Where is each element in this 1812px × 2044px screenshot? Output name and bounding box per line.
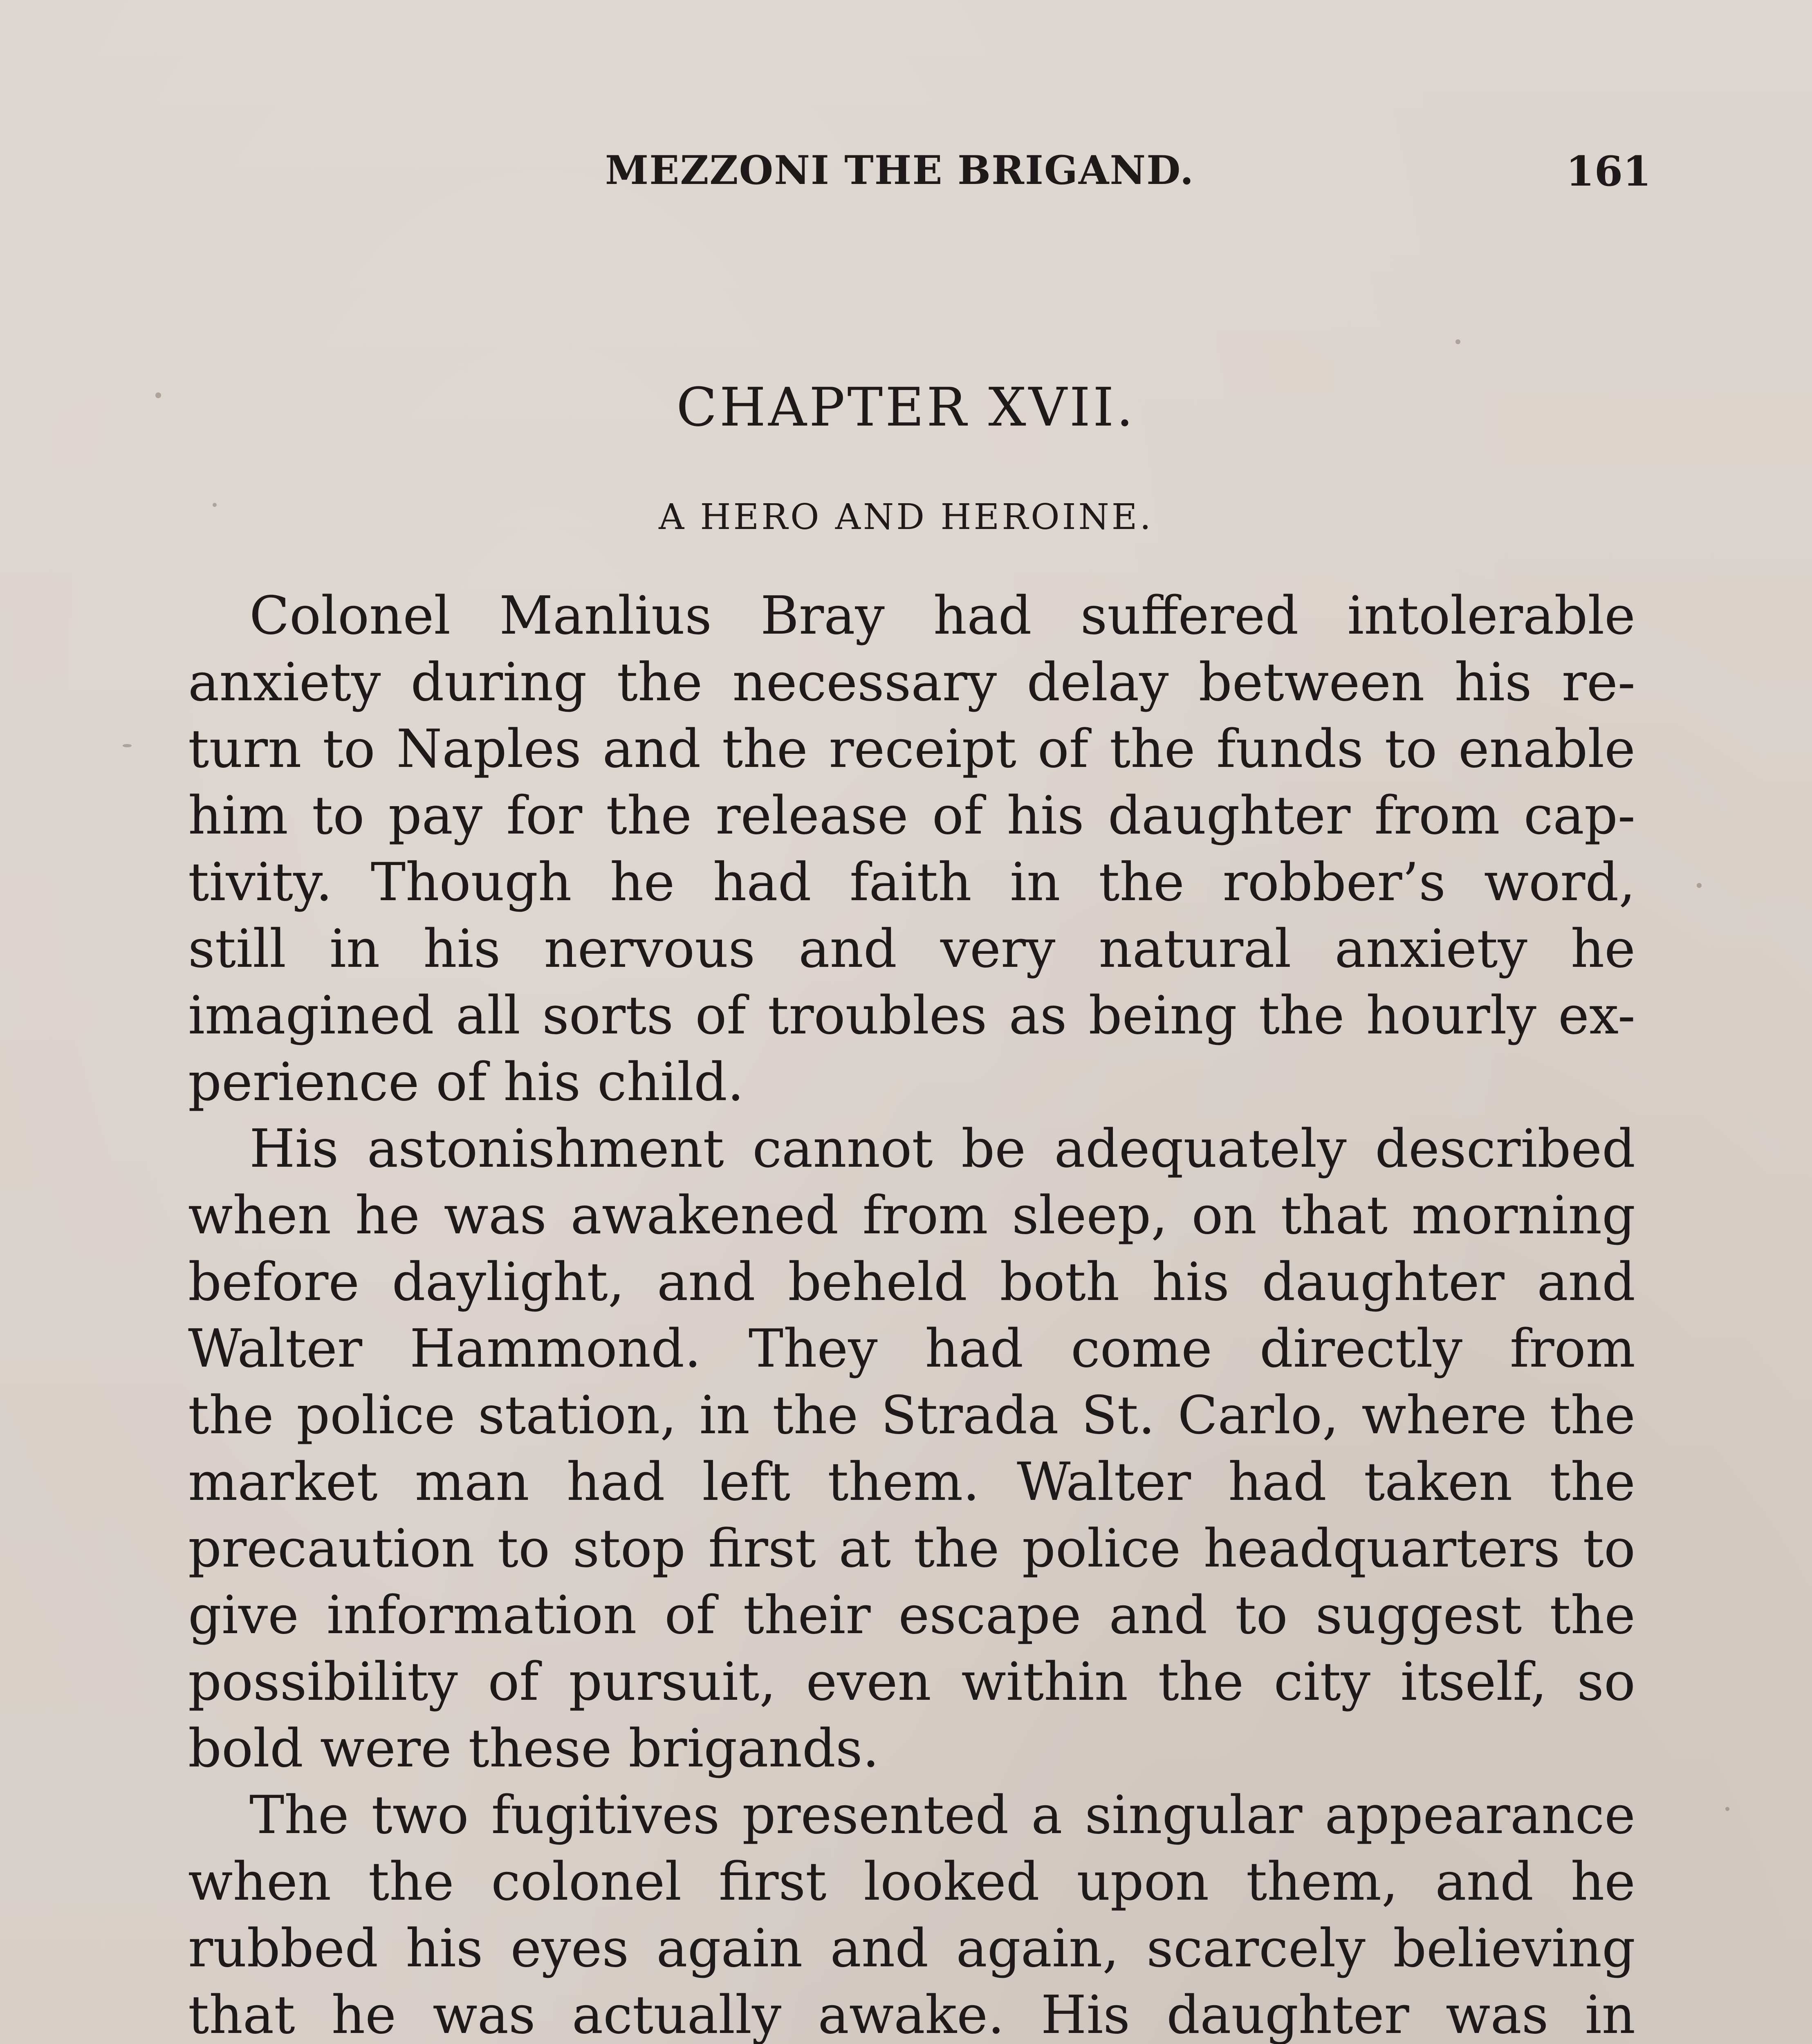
body-text xyxy=(188,583,1635,2044)
paper-speck xyxy=(123,744,132,747)
text-line: anxiety during the necessary delay between his re- xyxy=(188,652,1635,713)
text-line: precaution to stop first at the police headquarters to xyxy=(188,1518,1635,1579)
chapter-subtitle: A HERO AND HEROINE. xyxy=(659,497,1153,538)
paper-speck xyxy=(155,392,161,398)
text-line: turn to Naples and the receipt of the funds to enable xyxy=(188,719,1635,780)
text-line: Walter Hammond. They had come directly from xyxy=(188,1318,1635,1379)
text-line: the police station, in the Strada St. Carlo, where the xyxy=(188,1385,1635,1446)
chapter-title: CHAPTER XVII. xyxy=(676,376,1136,438)
paper-speck xyxy=(1455,339,1460,344)
paper-speck xyxy=(213,503,217,507)
text-line: The two fugitives presented a singular appearance xyxy=(249,1785,1635,1846)
text-line: possibility of pursuit, even within the city itself, so xyxy=(188,1652,1635,1712)
text-line: bold were these brigands. xyxy=(188,1718,879,1779)
text-line: give information of their escape and to suggest the xyxy=(188,1585,1635,1646)
text-line: when the colonel first looked upon them, and he xyxy=(188,1851,1635,1912)
text-line: tivity. Though he had faith in the robber’s word, xyxy=(188,852,1635,913)
running-head: MEZZONI THE BRIGAND. xyxy=(605,147,1195,193)
text-line: him to pay for the release of his daughter from cap- xyxy=(188,785,1635,846)
text-line: Colonel Manlius Bray had suffered intolerable xyxy=(249,585,1635,646)
paper-speck xyxy=(1697,883,1702,888)
text-line: still in his nervous and very natural anxiety he xyxy=(188,919,1635,979)
text-line: that he was actually awake. His daughter was in xyxy=(188,1985,1635,2044)
text-line: rubbed his eyes again and again, scarcely believing xyxy=(188,1918,1635,1979)
page-number: 161 xyxy=(1566,147,1651,195)
text-line: market man had left them. Walter had taken the xyxy=(188,1452,1635,1513)
text-line: perience of his child. xyxy=(188,1052,744,1113)
text-line: when he was awakened from sleep, on that morning xyxy=(188,1185,1635,1246)
text-line: before daylight, and beheld both his daughter and xyxy=(188,1252,1635,1313)
text-line: imagined all sorts of troubles as being the hourly ex- xyxy=(188,985,1635,1046)
text-line: His astonishment cannot be adequately described xyxy=(249,1118,1635,1179)
paper-speck xyxy=(1725,1807,1729,1811)
